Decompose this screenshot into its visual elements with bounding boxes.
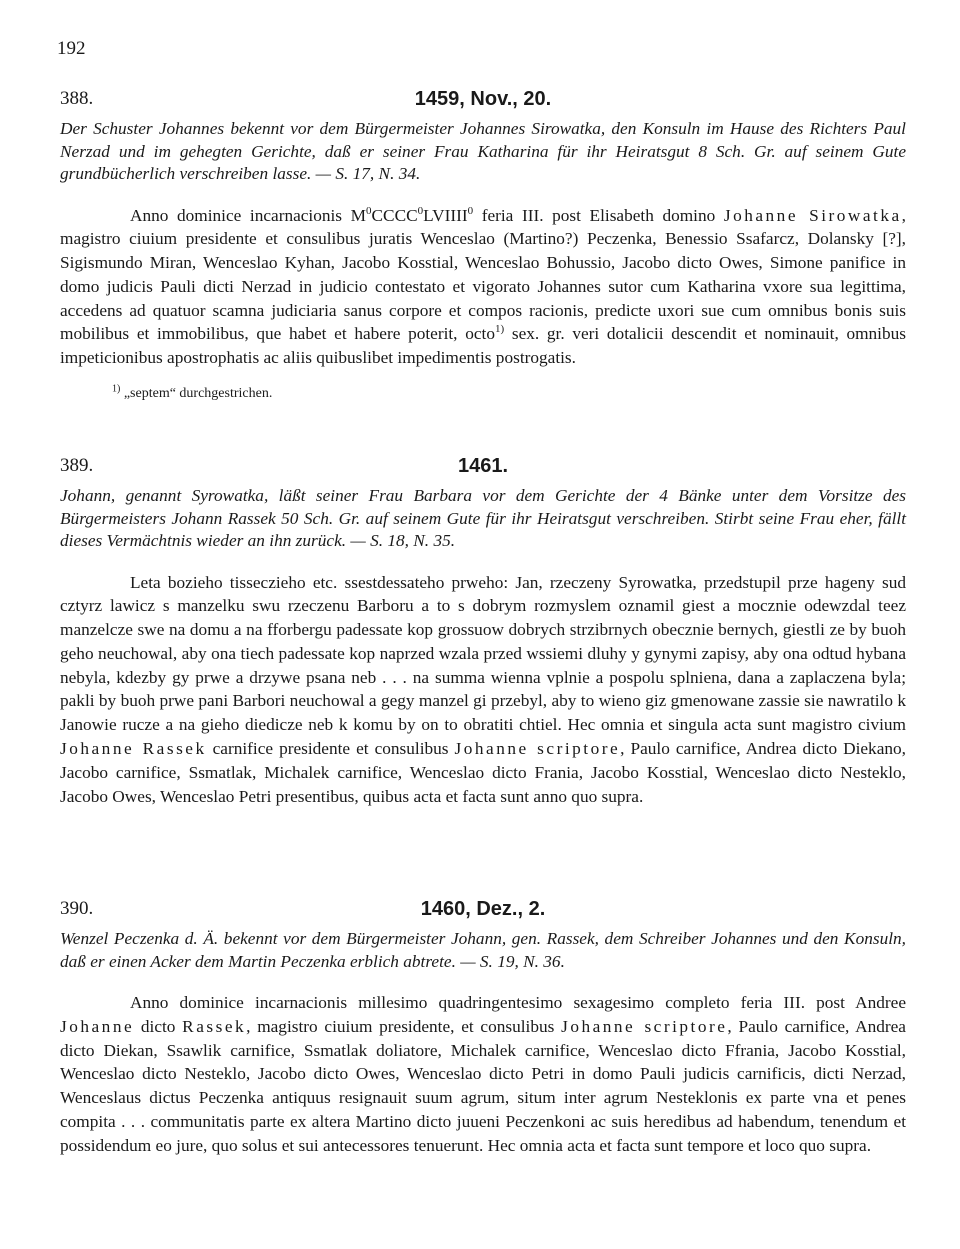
person-name: Johanne scriptore (454, 739, 621, 759)
footnote-mark: 1) (112, 383, 121, 395)
entry-number: 390. (60, 898, 94, 919)
entry-heading (60, 455, 906, 485)
entry-date: 1460, Dez., 2. (420, 898, 546, 920)
source-reference: — S. 17, N. 34. (311, 164, 421, 183)
entry-390 (60, 898, 906, 1158)
source-reference: — S. 18, N. 35. (346, 531, 456, 550)
page-number: 192 (57, 38, 86, 59)
footnote (112, 383, 906, 402)
person-name: Johanne Rassek (60, 739, 207, 759)
person-name: Johanne scriptore (561, 1016, 728, 1036)
entry-summary: Johann, genannt Syrowatka, läßt seiner Frau Barbara vor dem Gerichte der 4 Bänke unter dem Vorsitze des Bürgermeisters Johann Rassek 50 Sch. Gr. auf seinem Gute für ihr Heiratsgut verschreiben. Stirbt seine Frau eher, fällt dieses Vermächtnis wieder an ihn zurück. — S. 18, N. 35. (60, 486, 906, 550)
entry-summary: Wenzel Peczenka d. Ä. bekennt vor dem Bürgermeister Johann, gen. Rassek, dem Schreiber Johannes und den Konsuln, daß er einen Acker dem Martin Peczenka erblich abtrete. — S. 19, N. 36. (60, 929, 906, 971)
person-name: Johanne Sirowatka (723, 205, 902, 225)
entry-text: Leta bozieho tisseczieho etc. ssestdessateho prweho: Jan, rzeczeny Syrowatka, przedstupil prze hageny sud cztyrz lawicz s manzelku swu rzeczenu Barboru a to s dobrym rozmyslem oznamil giest a mocznie odewzdal teez manzelcze swe na domu a na fforbergu padessate kop grossuow dobrych strzibrnych obecznie bernych, giestli ze by buoh geho neuchowal, aby ona tiech padessate kop naprzed wzala przed wssiemi dluhy y gynymi zapisy, aby ona odtud hybana nebyla, kdezby gy prwe a drzywe psana neb . . . na summa wienna vplnie a pospolu splniena, dana a zaplaczena byla; pakli by buoh prwe pani Barbori neuchowal a gegy manzel gi przebyl, aby to wieno giz gmenowane zassie sie nawratilo k Janowie rucze a na gieho diedicze neb k komu by on to obratiti chtiel. Hec omnia et singula acta sunt magistro civium Johanne Rassek carnifice presidente et consulibus Johanne scriptore, Paulo carnifice, Andrea dicto Diekano, Jacobo carnifice, Ssmatlak, Michalek carnifice, Wenceslao dicto Frania, Jacobo Kosstial, Wenceslao dicto Nesteklo, Jacobo Owes, Wenceslao Petri presentibus, quibus acta et facta sunt anno quo supra. (60, 572, 906, 806)
footnote-ref: 1) (494, 323, 505, 336)
footnote-text: „septem“ durchgestrichen. (123, 386, 273, 402)
entry-number: 389. (60, 455, 94, 476)
entry-summary: Der Schuster Johannes bekennt vor dem Bürgermeister Johannes Sirowatka, den Konsuln im Hause des Richters Paul Nerzad und im gehegten Gerichte, daß er seiner Frau Katharina für ihr Heiratsgut 8 Sch. Gr. auf seinem Gute grundbücherlich verschreiben lasse. — S. 17, N. 34. (60, 119, 906, 183)
entry-date: 1461. (457, 455, 509, 477)
person-name: Rassek (182, 1016, 247, 1036)
person-name: Johanne (60, 1016, 135, 1036)
entry-388 (60, 88, 906, 402)
entry-heading (60, 88, 906, 118)
entry-heading (60, 898, 906, 928)
entry-number: 388. (60, 88, 94, 109)
entry-text: Anno dominice incarnacionis $M^0CCCC^0LVIIII^0$ feria III. post Elisabeth domino Johanne Sirowatka, magistro ciuium presidente et consulibus juratis Wenceslao (Martino?) Peczenka, Benessio Ssafarcz, Dolansky [?], Sigismundo Miran, Wenceslao Kyhan, Jacobo Kosstial, Wenceslao Bohussio, Jacobo dicto Owes, Simone panifice in domo judicis Pauli dicti Nerzad in judicio contestato et vigorato Johannes sutor cum Katharina vxore sua legittima, accedens ad quatuor scamna judiciaria sanus corpore et compos racionis, predicte uxori sue cum omnibus bonis suis mobilibus et immobilibus, que habet et habere poterit, octo$^{1)}$ sex. gr. veri dotalicii descendit et nominauit, omnibus impeticionibus apostrophatis ac aliis quibuslibet impedimentis postrogatis. (60, 204, 906, 368)
source-reference: — S. 19, N. 36. (455, 951, 565, 971)
entry-389 (60, 455, 906, 808)
entry-text: Anno dominice incarnacionis millesimo quadringentesimo sexagesimo completo feria III. post Andree Johanne dicto Rassek, magistro ciuium presidente, et consulibus Johanne scriptore, Paulo carnifice, Andrea dicto Diekan, Ssawlik carnifice, Ssmatlak doliatore, Michalek carnifice, Wenceslao dicto Ffrania, Jacobo Kosstial, Wenceslao dicto Nesteklo, Jacobo dicto Owes, Wenceslao dicto Petri in domo Pauli judicis carnificis, dicti Nerzad, Wenceslaus dictus Peczenka antiquus resignauit suum agrum, situm inter agrum Nesteklonis ex parte vna et penes compita . . . communitatis parte ex altera Martino dicto juueni Peczenkoni ac suis heredibus ad habendum, tenendum et possidendum eo jure, quo solus et sui antecessores tenuerunt. Hec omnia acta et facta sunt tempore et loco quo supra. (60, 993, 906, 1155)
entry-date: 1459, Nov., 20. (414, 88, 552, 110)
